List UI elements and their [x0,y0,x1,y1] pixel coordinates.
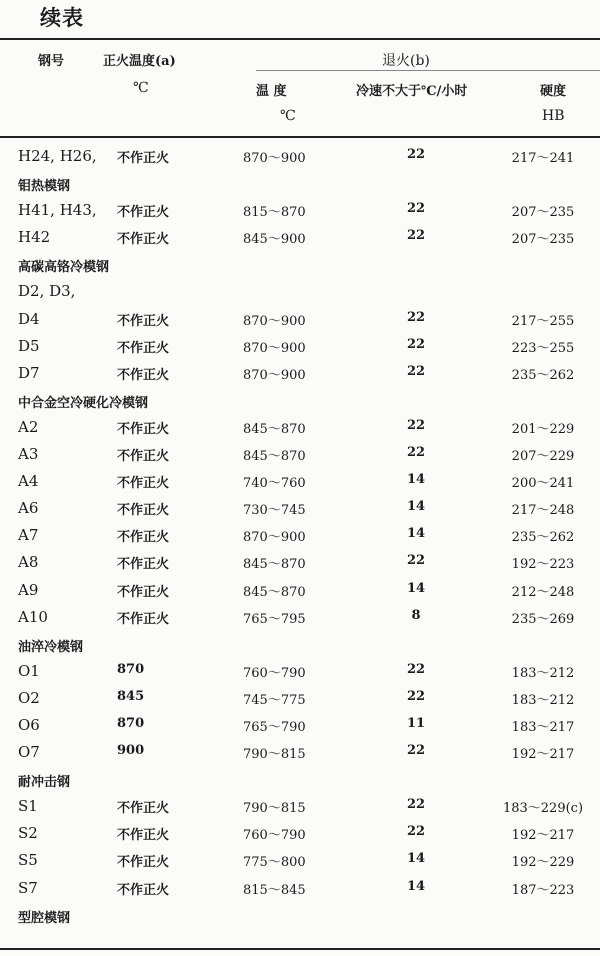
hardness-cell: 192～229 [511,855,575,871]
cooling-rate-cell: 22 [406,553,426,569]
table-row [0,549,600,576]
normalizing-cell: 不作正火 [117,151,170,166]
steel-no-cell: H24, H26, [18,147,97,165]
steel-no-cell: A3 [18,445,39,464]
header-annealing: 退火(b) [382,53,430,69]
category-row [0,251,600,278]
table-row [0,522,600,549]
normalizing-cell: 870 [117,715,145,731]
normalizing-cell: 不作正火 [117,828,170,844]
anneal-temp-cell: 765～790 [243,719,306,735]
table-row [0,468,600,495]
hardness-cell: 183～212 [511,665,575,681]
hardness-cell: 223～255 [511,340,575,356]
normalizing-cell: 不作正火 [117,855,170,871]
table-row [0,712,600,739]
header-hardness-unit: HB [542,108,565,124]
anneal-temp-cell: 815～870 [243,205,306,221]
cooling-rate-cell: 22 [406,336,426,352]
cooling-rate-cell: 22 [406,743,426,759]
steel-no-cell: A10 [18,607,48,626]
cooling-rate-cell: 22 [406,309,426,325]
hardness-cell: 201～229 [511,421,575,437]
category-row [0,631,600,658]
header-rule [0,136,600,138]
hardness-cell: 235～269 [511,611,575,627]
category-label: 中合金空冷硬化冷模钢 [18,395,149,411]
category-label: 油淬冷模钢 [18,639,84,655]
category-label: 型腔模钢 [18,910,71,926]
category-row [0,170,600,197]
anneal-temp-cell: 870～900 [243,367,306,383]
steel-no-cell: A8 [18,553,39,572]
normalizing-cell: 不作正火 [117,367,170,383]
anneal-temp-cell: 760～790 [243,665,306,681]
normalizing-cell: 不作正火 [117,503,170,519]
normalizing-cell: 不作正火 [117,476,170,492]
top-rule [0,38,600,40]
hardness-cell: 207～235 [511,232,575,248]
header-temperature: 温 度 [256,84,287,99]
steel-no-cell: H42 [18,228,51,247]
annealing-subrule [256,70,600,71]
table-row [0,278,600,305]
table-row [0,577,600,604]
cooling-rate-cell: 14 [406,499,426,515]
cooling-rate-cell: 22 [406,688,426,704]
table-row [0,658,600,685]
table-row [0,224,600,251]
steel-no-cell: S7 [18,878,38,897]
cooling-rate-cell: 11 [406,715,426,731]
cooling-rate-cell: 22 [406,147,426,162]
page-title: 续表 [40,5,84,30]
steel-no-cell: D2, D3, [18,282,76,301]
cooling-rate-cell: 22 [406,661,426,677]
bottom-rule [0,948,600,950]
anneal-temp-cell: 740～760 [243,476,306,492]
normalizing-cell: 不作正火 [117,530,170,546]
steel-no-cell: O2 [18,688,40,707]
normalizing-cell: 不作正火 [117,340,170,356]
anneal-temp-cell: 870～900 [243,340,306,356]
anneal-temp-cell: 760～790 [243,828,306,844]
normalizing-cell: 不作正火 [117,611,170,627]
table-row [0,604,600,631]
category-row [0,766,600,793]
normalizing-cell: 不作正火 [117,882,170,898]
steel-no-cell: A6 [18,499,39,518]
cooling-rate-cell: 22 [406,417,426,433]
table-row [0,143,600,170]
table-row [0,414,600,441]
normalizing-cell: 845 [117,688,145,704]
steel-no-cell: O7 [18,743,40,762]
table-row [0,875,600,902]
steel-no-cell: S1 [18,797,38,816]
hardness-cell: 183～229(c) [502,801,584,817]
table-row [0,333,600,360]
anneal-temp-cell: 745～775 [243,692,306,708]
category-row [0,387,600,414]
cooling-rate-cell: 22 [406,363,426,379]
header-cooling-rate: 冷速不大于℃/小时 [356,84,468,99]
cooling-rate-cell: 22 [406,445,426,461]
normalizing-cell: 900 [117,743,145,759]
steel-no-cell: A7 [18,526,39,545]
normalizing-cell: 870 [117,661,145,677]
normalizing-cell: 不作正火 [117,205,170,221]
hardness-cell: 212～248 [511,584,575,600]
category-label: 高碳高铬冷模钢 [18,260,110,276]
normalizing-cell: 不作正火 [117,421,170,437]
table-row [0,820,600,847]
table-row [0,441,600,468]
hardness-cell: 183～212 [511,692,575,708]
table-row [0,685,600,712]
steel-no-cell: A4 [18,472,39,491]
steel-no-cell: D7 [18,363,40,382]
anneal-temp-cell: 845～870 [243,557,306,573]
header-normalizing-unit: ℃ [133,80,149,96]
hardness-cell: 217～255 [511,313,575,329]
category-row [0,902,600,929]
anneal-temp-cell: 870～900 [243,530,306,546]
hardness-cell: 207～229 [511,449,575,465]
steel-no-cell: A2 [18,417,39,436]
category-label: 钼热模钢 [18,179,71,195]
hardness-cell: 217～248 [511,503,575,519]
cooling-rate-cell: 22 [406,824,426,840]
steel-no-cell: D4 [18,309,40,328]
hardness-cell: 192～217 [511,828,575,844]
table-row [0,197,600,224]
anneal-temp-cell: 765～795 [243,611,306,627]
hardness-cell: 200～241 [511,476,575,492]
normalizing-cell: 不作正火 [117,584,170,600]
normalizing-cell: 不作正火 [117,801,170,817]
anneal-temp-cell: 790～815 [243,747,306,763]
table-row [0,306,600,333]
anneal-temp-cell: 775～800 [243,855,306,871]
table-row [0,793,600,820]
cooling-rate-cell: 22 [406,201,426,217]
cooling-rate-cell: 22 [406,228,426,244]
cooling-rate-cell: 22 [406,797,426,813]
anneal-temp-cell: 790～815 [243,801,306,817]
hardness-cell: 235～262 [511,530,575,546]
anneal-temp-cell: 870～900 [243,313,306,329]
hardness-cell: 207～235 [511,205,575,221]
table-row [0,495,600,522]
anneal-temp-cell: 870～900 [243,151,306,166]
anneal-temp-cell: 845～870 [243,449,306,465]
steel-no-cell: D5 [18,336,40,355]
category-label: 耐冲击钢 [18,775,71,791]
steel-no-cell: O6 [18,715,40,734]
anneal-temp-cell: 730～745 [243,503,306,519]
cooling-rate-cell: 14 [406,472,426,488]
table-row [0,739,600,766]
cooling-rate-cell: 14 [406,526,426,542]
cooling-rate-cell: 14 [406,580,426,596]
cooling-rate-cell: 14 [406,878,426,894]
hardness-cell: 192～217 [511,747,575,763]
hardness-cell: 192～223 [511,557,575,573]
header-hardness: 硬度 [540,84,567,99]
steel-no-cell: A9 [18,580,39,599]
anneal-temp-cell: 845～870 [243,421,306,437]
steel-no-cell: S5 [18,851,38,870]
table-row [0,847,600,874]
hardness-cell: 217～241 [511,151,575,166]
normalizing-cell: 不作正火 [117,313,170,329]
steel-no-cell: O1 [18,661,40,680]
cooling-rate-cell: 8 [411,607,421,623]
cooling-rate-cell: 14 [406,851,426,867]
steel-no-cell: S2 [18,824,38,843]
steel-no-cell: H41, H43, [18,201,97,220]
anneal-temp-cell: 845～870 [243,584,306,600]
header-steel-no: 钢号 [38,54,65,69]
header-temperature-unit: ℃ [280,108,296,124]
normalizing-cell: 不作正火 [117,557,170,573]
anneal-temp-cell: 845～900 [243,232,306,248]
table-body [0,143,600,929]
normalizing-cell: 不作正火 [117,449,170,465]
normalizing-cell: 不作正火 [117,232,170,248]
hardness-cell: 183～217 [511,719,575,735]
table-row [0,360,600,387]
hardness-cell: 187～223 [511,882,575,898]
anneal-temp-cell: 815～845 [243,882,306,898]
hardness-cell: 235～262 [511,367,575,383]
header-normalizing: 正火温度(a) [103,54,176,69]
